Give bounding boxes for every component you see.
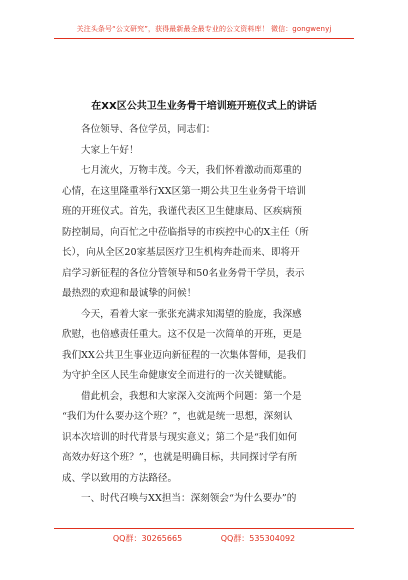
body-line: 今天，看着大家一张张充满求知渴望的脸庞，我深感 — [81, 308, 302, 320]
salutation: 各位领导、各位学员，同志们： — [81, 124, 216, 135]
body-line: 我们XX公共卫生事业迈向新征程的一次集体誓师，是我们 — [62, 349, 306, 361]
header-banner: 关注头条号“公文研究”，获得最新最全最专业的公文资料库！ 微信：gongwenyj — [76, 25, 332, 33]
body-line: 七月流火，万物丰茂。今天，我们怀着激动而郑重的 — [81, 165, 302, 176]
footer-qq-group-1: QQ群：30265665 — [112, 534, 183, 543]
body-line: 启学习新征程的各位分管领导和50名业务骨干学员，表示 — [62, 267, 305, 279]
greeting: 大家上午好！ — [81, 144, 139, 156]
body-line: 班的开班仪式。首先，我谨代表区卫生健康局、区疾病预 — [62, 206, 302, 217]
body-line: 为守护全区人民生命健康安全而进行的一次关键赋能。 — [62, 370, 293, 381]
footer — [0, 533, 408, 544]
header-divider — [54, 38, 354, 39]
body-line: 心情，在这里隆重举行XX区第一期公共卫生业务骨干培训 — [62, 185, 306, 197]
body-line: 长），向从全区20家基层医疗卫生机构奔赴而来、即将开 — [62, 247, 300, 258]
body-line: “我们为什么要办这个班？”，也就是统一思想，深刻认 — [62, 411, 293, 422]
document-body — [62, 120, 346, 510]
footer-qq-group-2: QQ群：535304092 — [220, 534, 296, 543]
body-line: 防控制局，向百忙之中莅临指导的市疾控中心的X主任（所 — [62, 226, 309, 238]
body-line: 一、时代召唤与XX担当：深刻领会“为什么要办”的 — [81, 493, 297, 504]
body-line: 高效办好这个班？”，也就是明确目标，共同探讨学有所 — [62, 452, 298, 463]
body-line: 成、学以致用的方法路径。 — [62, 472, 178, 484]
paragraph-lines — [62, 161, 346, 510]
body-line: 识本次培训的时代背景与现实意义；第二个是“我们如何 — [62, 431, 298, 443]
body-line: 借此机会，我想和大家深入交流两个问题：第一个是 — [81, 390, 302, 402]
document-title: 在XX区公共卫生业务骨干培训班开班仪式上的讲话 — [91, 101, 317, 112]
body-line: 欣慰，也倍感责任重大。这不仅是一次简单的开班，更是 — [62, 329, 302, 340]
footer-divider — [54, 528, 354, 529]
body-line: 最热烈的欢迎和最诚挚的问候！ — [62, 288, 197, 299]
